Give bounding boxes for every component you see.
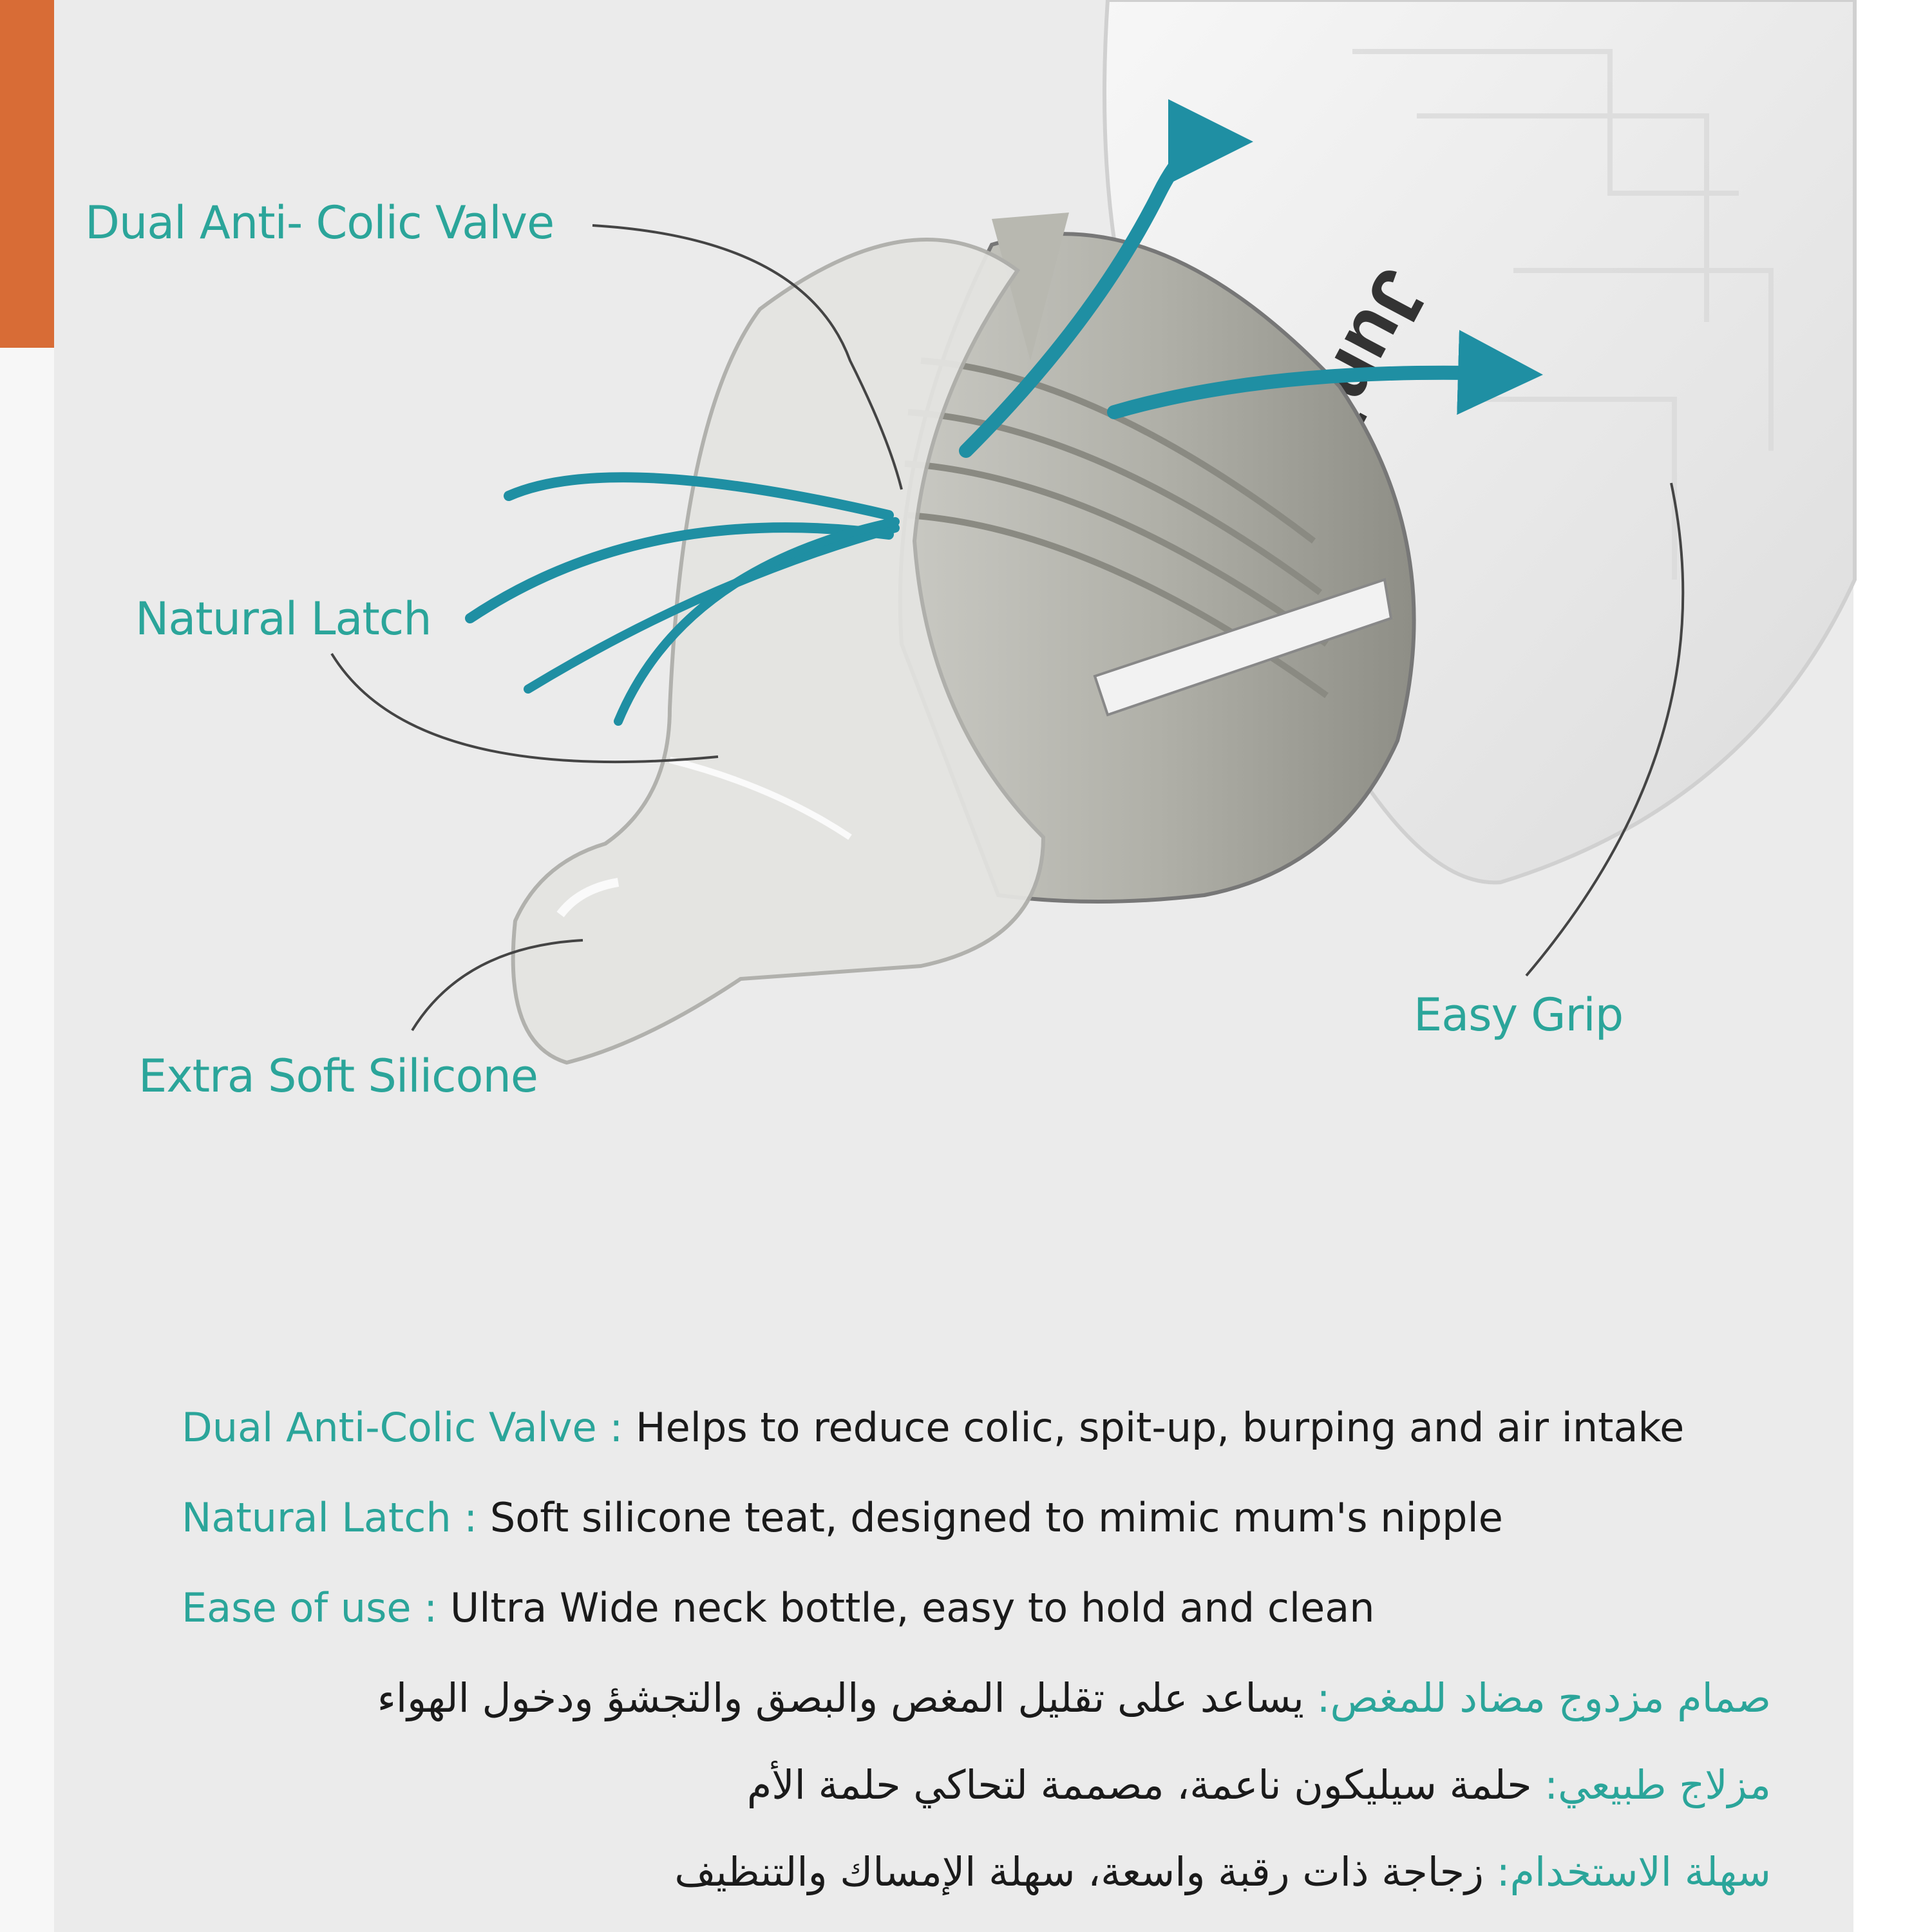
callout-natural-latch: Natural Latch <box>135 592 431 645</box>
feature-label: Ease of use : <box>182 1584 438 1631</box>
feature-line-ease <box>182 1584 1375 1631</box>
arabic-feature-label: مزلاج طبيعي: <box>1544 1761 1771 1808</box>
arabic-feature-text: زجاجة ذات رقبة واسعة، سهلة الإمساك والتنظيف <box>674 1848 1497 1895</box>
feature-text: Ultra Wide neck bottle, easy to hold and clean <box>437 1584 1375 1631</box>
callout-easy-grip: Easy Grip <box>1414 989 1624 1041</box>
feature-line-latch <box>182 1494 1503 1541</box>
arabic-feature-line-latch <box>747 1761 1771 1808</box>
feature-line-valve <box>182 1404 1684 1451</box>
feature-label: Dual Anti-Colic Valve : <box>182 1404 623 1451</box>
feature-text: Helps to reduce colic, spit-up, burping and air intake <box>623 1404 1685 1451</box>
callout-dual-anti-colic-valve: Dual Anti- Colic Valve <box>85 196 554 249</box>
feature-text: Soft silicone teat, designed to mimic mum's nipple <box>477 1494 1503 1541</box>
callout-extra-soft-silicone: Extra Soft Silicone <box>138 1050 538 1103</box>
arabic-feature-label: سهلة الاستخدام: <box>1496 1848 1771 1895</box>
feature-label: Natural Latch : <box>182 1494 478 1541</box>
arabic-feature-line-ease <box>674 1848 1771 1895</box>
arabic-feature-line-valve <box>377 1674 1771 1721</box>
arabic-feature-text: يساعد على تقليل المغص والبصق والتجشؤ ودخول الهواء <box>377 1674 1317 1721</box>
arabic-feature-text: حلمة سيليكون ناعمة، مصممة لتحاكي حلمة الأم <box>746 1761 1545 1808</box>
arabic-feature-label: صمام مزدوج مضاد للمغص: <box>1316 1674 1771 1721</box>
